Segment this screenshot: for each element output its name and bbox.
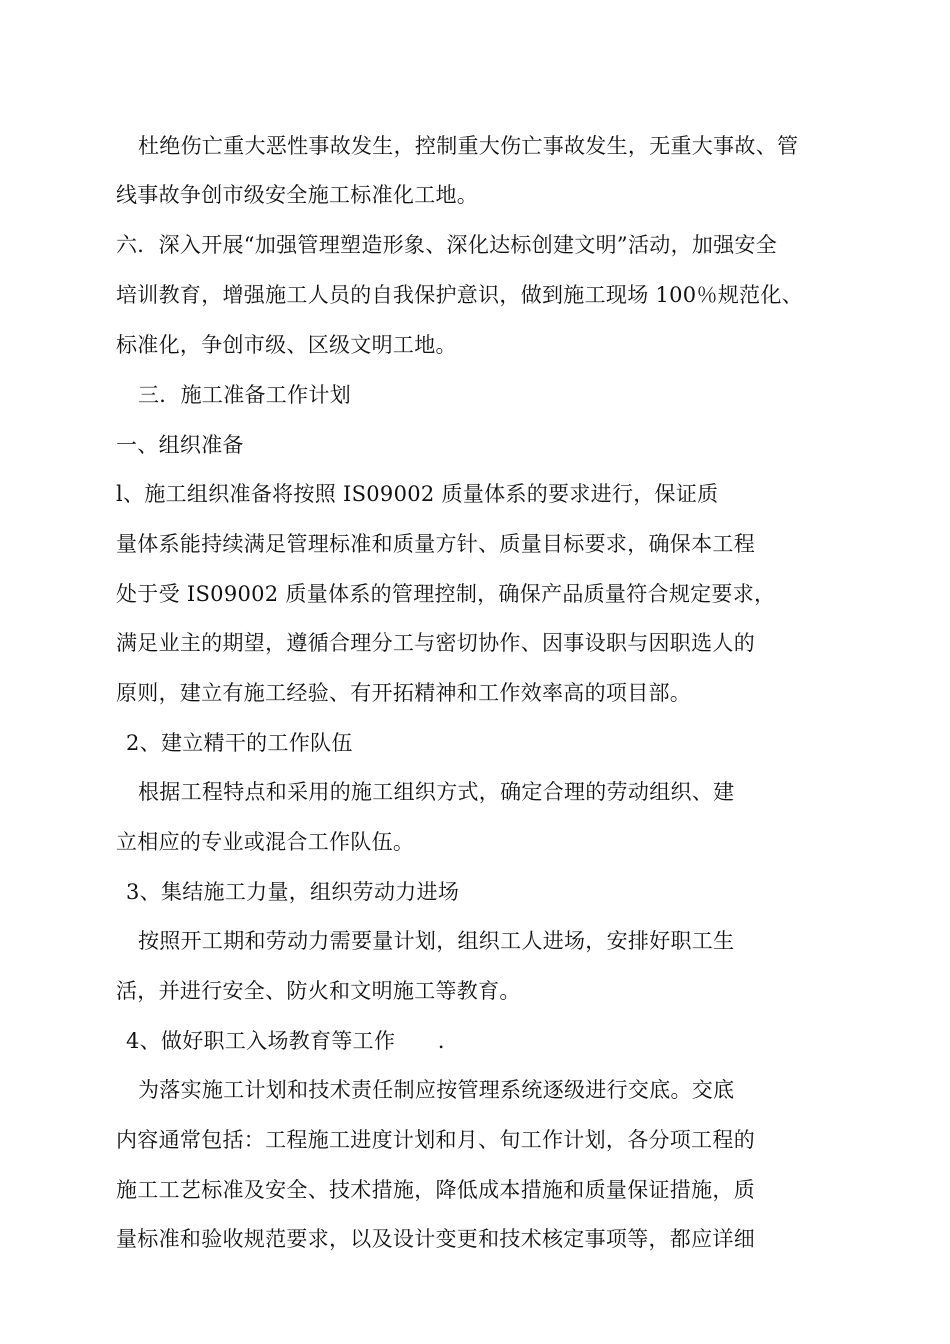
subsection-heading: 一、组织准备 bbox=[116, 433, 244, 457]
paragraph-line: 标准化，争创市级、区级文明工地。 bbox=[116, 333, 457, 357]
paragraph-line: 满足业主的期望，遵循合理分工与密切协作、因事设职与因职选人的 bbox=[116, 631, 755, 655]
paragraph-line: 活，并进行安全、防火和文明施工等教育。 bbox=[116, 979, 521, 1003]
item-heading: 4、做好职工入场教育等工作 ． bbox=[126, 1029, 460, 1053]
paragraph-line: 处于受 IS09002 质量体系的管理控制，确保产品质量符合规定要求， bbox=[116, 582, 776, 606]
paragraph-line: 立相应的专业或混合工作队伍。 bbox=[116, 830, 415, 854]
paragraph-line: 按照开工期和劳动力需要量计划，组织工人进场，安排好职工生 bbox=[138, 929, 735, 953]
paragraph-line: 杜绝伤亡重大恶性事故发生，控制重大伤亡事故发生，无重大事故、管 bbox=[138, 134, 799, 158]
paragraph-line: 内容通常包括：工程施工进度计划和月、旬工作计划，各分项工程的 bbox=[116, 1128, 755, 1152]
item-heading: 2、建立精干的工作队伍 bbox=[126, 731, 353, 755]
paragraph-line: 量标准和验收规范要求，以及设计变更和技术核定事项等，都应详细 bbox=[116, 1227, 755, 1251]
paragraph-line: l、施工组织准备将按照 IS09002 质量体系的要求进行，保证质 bbox=[116, 482, 719, 506]
paragraph-line: 施工工艺标准及安全、技术措施，降低成本措施和质量保证措施，质 bbox=[116, 1178, 755, 1202]
item-heading: 3、集结施工力量，组织劳动力进场 bbox=[126, 880, 460, 904]
paragraph-line: 为落实施工计划和技术责任制应按管理系统逐级进行交底。交底 bbox=[138, 1078, 735, 1102]
paragraph-line: 培训教育，增强施工人员的自我保护意识，做到施工现场 100％规范化、 bbox=[116, 283, 803, 307]
section-heading: 三．施工准备工作计划 bbox=[138, 383, 351, 407]
paragraph-line: 线事故争创市级安全施工标准化工地。 bbox=[116, 183, 479, 207]
paragraph-line: 原则，建立有施工经验、有开拓精神和工作效率高的项目部。 bbox=[116, 681, 692, 705]
paragraph-line: 六．深入开展“加强管理塑造形象、深化达标创建文明”活动，加强安全 bbox=[116, 233, 778, 257]
paragraph-line: 根据工程特点和采用的施工组织方式，确定合理的劳动组织、建 bbox=[138, 780, 735, 804]
paragraph-line: 量体系能持续满足管理标准和质量方针、质量目标要求，确保本工程 bbox=[116, 532, 755, 556]
